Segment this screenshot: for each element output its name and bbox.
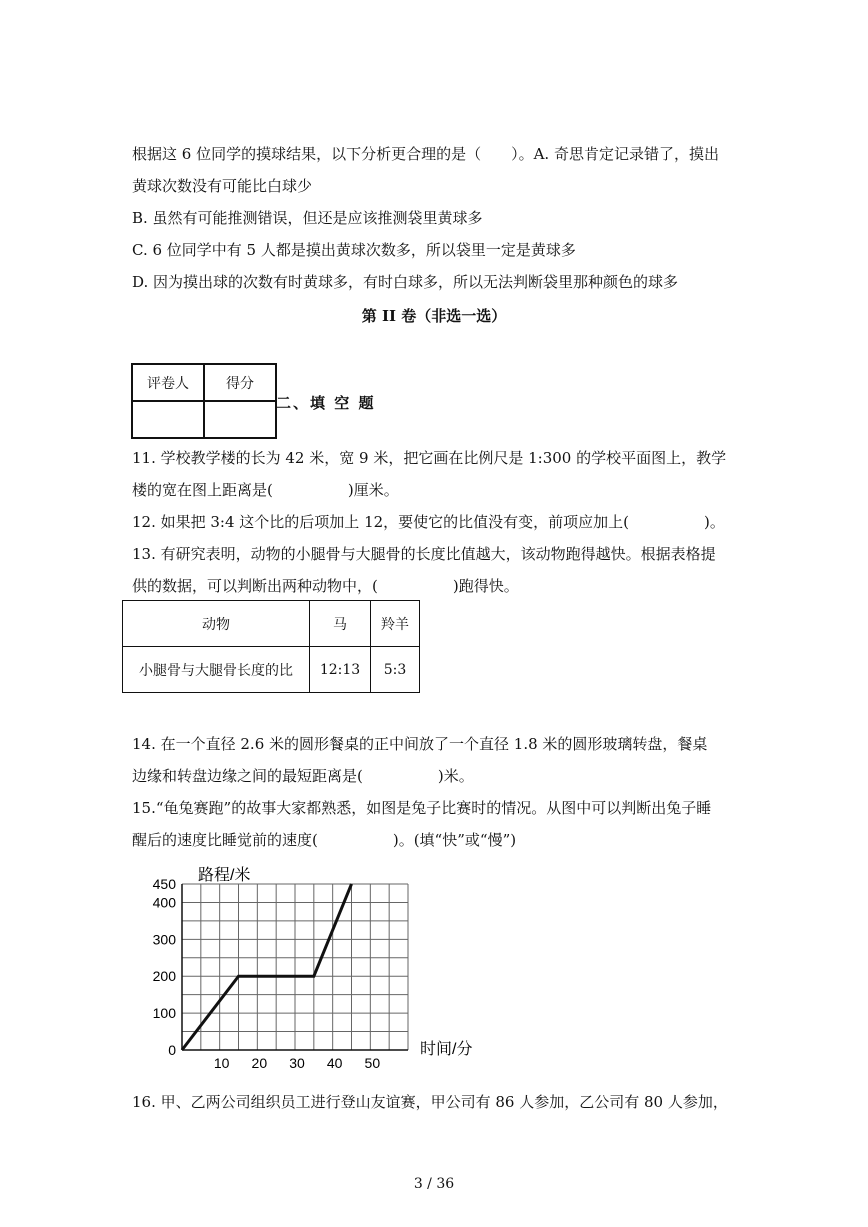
table-header-horse: 马 [310,601,371,647]
table-header-animal: 动物 [123,601,310,647]
q15-line1: 15.“龟兔赛跑”的故事大家都熟悉，如图是兔子比赛时的情况。从图中可以判断出兔子睡 [132,799,712,817]
part2-title: 第 II 卷（非选一选） [361,307,507,325]
q10-option-b: B. 虽然有可能推测错误，但还是应该推测袋里黄球多 [132,209,483,227]
animal-table [122,600,420,693]
chart-y-tick-label: 400 [152,894,176,911]
score-box-reviewer-cell[interactable] [132,401,204,438]
chart-y-tick-label: 0 [168,1042,176,1058]
q13-line1: 13. 有研究表明，动物的小腿骨与大腿骨的长度比值越大，该动物跑得越快。根据表格提 [132,545,716,563]
chart-y-tick-label: 450 [152,876,176,892]
chart-x-tick-label: 30 [289,1055,305,1071]
chart-grid [182,884,408,1050]
table-row [123,601,420,647]
score-box-reviewer-label: 评卷人 [132,364,204,401]
q10-line1: 根据这 6 位同学的摸球结果，以下分析更合理的是（ ）。A. 奇思肯定记录错了，摸出 [132,145,719,163]
score-box-score-cell[interactable] [204,401,276,438]
table-cell-antelope-ratio: 5:3 [371,647,420,693]
page-number: 3 / 36 [413,1176,455,1192]
q10-line2: 黄球次数没有可能比白球少 [132,177,313,195]
q11-line2: 楼的宽在图上距离是( )厘米。 [132,481,399,499]
table-cell-ratio-label: 小腿骨与大腿骨长度的比 [123,647,310,693]
distance-time-chart [140,862,480,1072]
q14-line2: 边缘和转盘边缘之间的最短距离是( )米。 [132,767,474,785]
chart-series-line [182,884,352,1050]
q10-option-c: C. 6 位同学中有 5 人都是摸出黄球次数多，所以袋里一定是黄球多 [132,241,576,259]
table-row [123,647,420,693]
score-box [131,363,277,439]
q13-line2: 供的数据，可以判断出两种动物中，( )跑得快。 [132,577,519,595]
chart-x-tick-label: 50 [364,1055,381,1071]
chart-x-tick-label: 10 [213,1055,230,1071]
table-header-antelope: 羚羊 [371,601,420,647]
q15-line2: 醒后的速度比睡觉前的速度( )。(填“快”或“慢”) [132,831,517,849]
q16-line1: 16. 甲、乙两公司组织员工进行登山友谊赛，甲公司有 86 人参加，乙公司有 80 人参加， [132,1093,728,1111]
chart-y-axis-label: 路程/米 [198,867,251,884]
chart-y-tick-label: 100 [152,1005,176,1022]
q10-option-d: D. 因为摸出球的次数有时黄球多，有时白球多，所以无法判断袋里那种颜色的球多 [132,273,679,291]
chart-y-tick-label: 300 [152,931,176,948]
chart-x-tick-label: 20 [251,1055,268,1071]
chart-y-tick-label: 200 [152,968,176,985]
chart-x-axis-label: 时间/分 [420,1041,473,1058]
q12-text: 12. 如果把 3:4 这个比的后项加上 12，要使它的比值没有变，前项应加上( )。 [132,513,725,531]
section-title: 二、填 空 题 [276,394,376,412]
score-box-score-label: 得分 [204,364,276,401]
chart-series [182,884,352,1050]
q11-line1: 11. 学校教学楼的长为 42 米，宽 9 米，把它画在比例尺是 1:300 的学校平面图上，教学 [132,449,727,467]
q14-line1: 14. 在一个直径 2.6 米的圆形餐桌的正中间放了一个直径 1.8 米的圆形玻璃转盘，餐桌 [132,735,708,753]
chart-x-tick-label: 40 [326,1055,343,1071]
table-cell-horse-ratio: 12:13 [310,647,371,693]
